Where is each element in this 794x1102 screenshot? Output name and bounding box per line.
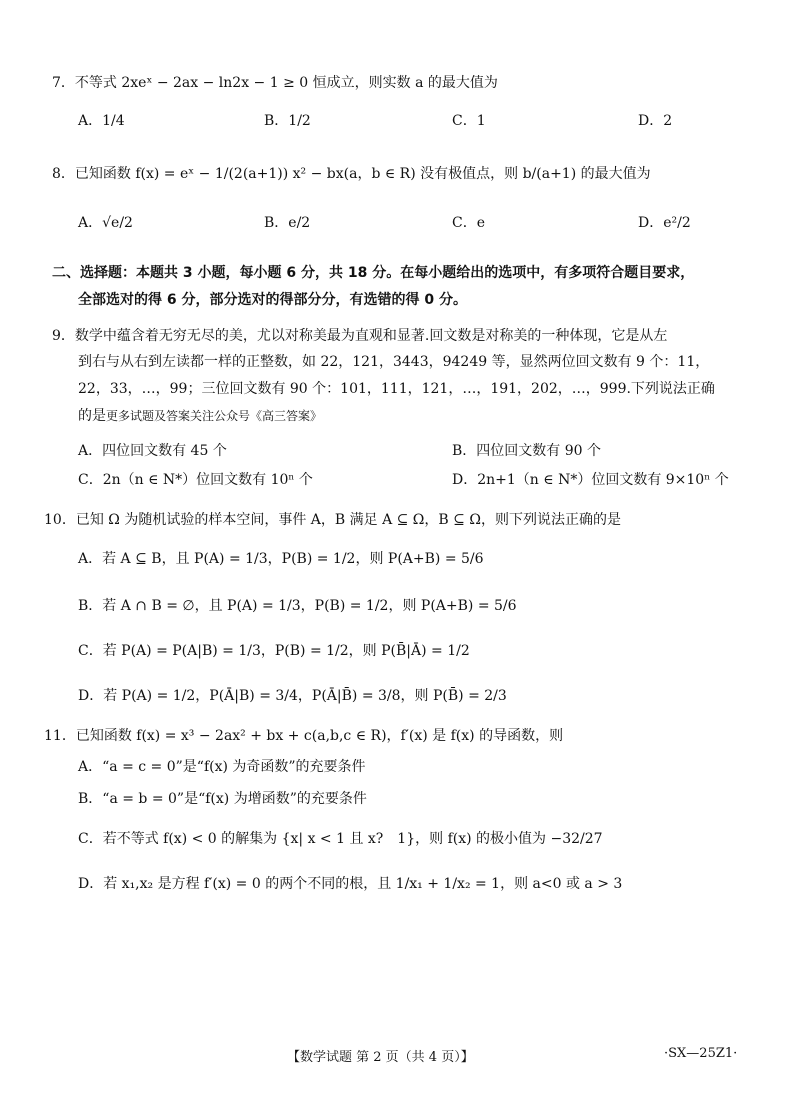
q11-option-a: A．“a = c = 0”是“f(x) 为奇函数”的充要条件: [78, 759, 366, 775]
q10-stem: 10．已知 Ω 为随机试验的样本空间，事件 A，B 满足 A ⊆ Ω，B ⊆ Ω，则下列说法正确的是: [44, 512, 621, 528]
q7-option-b: B．1/2: [264, 113, 311, 129]
q9-option-d: D．2n+1（n ∈ N*）位回文数有 9×10ⁿ 个: [452, 472, 729, 488]
page-footer-center: 【数学试题 第 2 页（共 4 页）】: [287, 1050, 474, 1065]
q7-stem: 7．不等式 2xeˣ − 2ax − ln2x − 1 ≥ 0 恒成立，则实数 a 的最大值为: [52, 75, 498, 91]
q7-option-d: D．2: [638, 113, 673, 129]
q11-option-c: C．若不等式 f(x) < 0 的解集为 {x| x < 1 且 x? 1}，则 f(x) 的极小值为 −32/27: [78, 831, 603, 847]
section2-header-line1: 二、选择题：本题共 3 小题，每小题 6 分，共 18 分。在每小题给出的选项中，有多项符合题目要求，: [52, 265, 695, 281]
q7-option-c: C．1: [452, 113, 486, 129]
q7-option-a: A．1/4: [78, 113, 125, 129]
q8-option-a: A．√e/2: [78, 215, 133, 231]
q8-option-b: B．e/2: [264, 215, 311, 231]
q10-option-b: B．若 A ∩ B = ∅，且 P(A) = 1/3，P(B) = 1/2，则 P(A+B) = 5/6: [78, 598, 517, 614]
q11-option-d: D．若 x₁,x₂ 是方程 f′(x) = 0 的两个不同的根，且 1/x₁ + 1/x₂ = 1，则 a<0 或 a > 3: [78, 876, 623, 892]
section2-header-line2: 全部选对的得 6 分，部分选对的得部分分，有选错的得 0 分。: [78, 292, 467, 308]
q11-stem: 11．已知函数 f(x) = x³ − 2ax² + bx + c(a,b,c ∈ R)，f′(x) 是 f(x) 的导函数，则: [44, 728, 564, 744]
q11-option-b: B．“a = b = 0”是“f(x) 为增函数”的充要条件: [78, 791, 367, 807]
q8-option-d: D．e²/2: [638, 215, 691, 231]
q9-option-c: C．2n（n ∈ N*）位回文数有 10ⁿ 个: [78, 472, 313, 488]
q9-line1: 9．数学中蕴含着无穷无尽的美，尤以对称美最为直观和显著.回文数是对称美的一种体现，它是从左: [52, 328, 668, 344]
q9-line4: [78, 405, 322, 427]
q9-option-a: A．四位回文数有 45 个: [78, 443, 227, 459]
q9-line4-note: 更多试题及答案关注公众号《高三答案》: [106, 409, 323, 423]
q9-option-b: B．四位回文数有 90 个: [452, 443, 602, 459]
q8-option-c: C．e: [452, 215, 485, 231]
q9-line2: 到右与从右到左读都一样的正整数，如 22，121，3443，94249 等，显然两位回文数有 9 个：11，: [78, 354, 710, 370]
q9-line4-main: 的是: [78, 408, 106, 424]
q10-option-a: A．若 A ⊆ B，且 P(A) = 1/3，P(B) = 1/2，则 P(A+B) = 5/6: [78, 551, 484, 567]
page-footer-code: ·SX—25Z1·: [664, 1046, 738, 1061]
q8-stem: 8．已知函数 f(x) = eˣ − 1/(2(a+1)) x² − bx(a，b ∈ R) 没有极值点，则 b/(a+1) 的最大值为: [52, 166, 651, 182]
q10-option-c: C．若 P(A) = P(A|B) = 1/3，P(B) = 1/2，则 P(B̄|Ā) = 1/2: [78, 643, 470, 659]
q10-option-d: D．若 P(A) = 1/2，P(Ā|B) = 3/4，P(Ā|B̄) = 3/8，则 P(B̄) = 2/3: [78, 688, 507, 704]
q9-line3: 22，33，…，99；三位回文数有 90 个：101，111，121，…，191，202，…，999.下列说法正确: [78, 381, 715, 397]
